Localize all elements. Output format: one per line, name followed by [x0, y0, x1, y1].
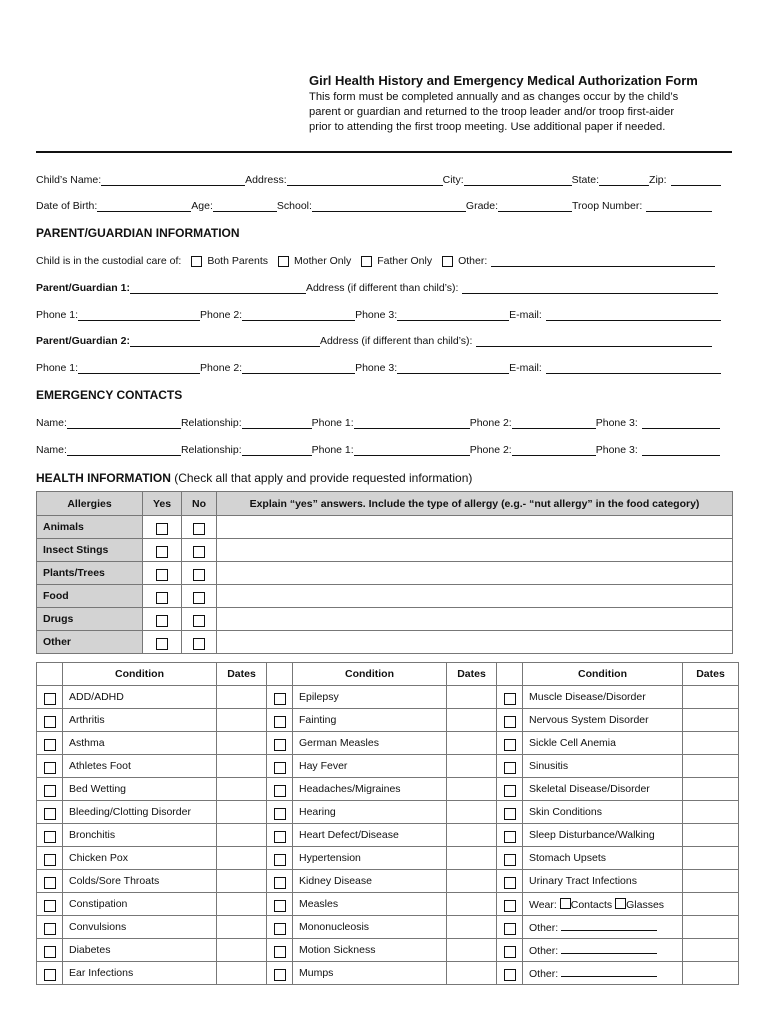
condition-dates-field[interactable] [447, 893, 497, 916]
glasses-checkbox[interactable] [615, 898, 626, 909]
emergency2-phone2-field[interactable] [512, 444, 596, 456]
emergency1-phone1-field[interactable] [354, 417, 470, 429]
condition-checkbox[interactable] [274, 808, 286, 820]
condition-dates-field[interactable] [217, 709, 267, 732]
parent1-name-field[interactable] [130, 282, 306, 294]
condition-label: ADD/ADHD [63, 686, 217, 709]
condition-label: Sleep Disturbance/Walking [523, 824, 683, 847]
allergy-no-checkbox[interactable] [193, 592, 205, 604]
allergy-row [37, 631, 733, 654]
condition-checkbox[interactable] [504, 785, 516, 797]
condition-checkbox[interactable] [44, 923, 56, 935]
condition-checkbox[interactable] [504, 877, 516, 889]
condition-label: Nervous System Disorder [523, 709, 683, 732]
condition-label: Hypertension [293, 847, 447, 870]
condition-dates-field[interactable] [447, 755, 497, 778]
parent2-address-field[interactable] [476, 335, 712, 347]
other-condition-field[interactable] [561, 920, 657, 931]
condition-row [37, 916, 739, 939]
condition-label: German Measles [293, 732, 447, 755]
condition-dates-field[interactable] [683, 755, 739, 778]
condition-dates-field[interactable] [683, 916, 739, 939]
condition-label: Urinary Tract Infections [523, 870, 683, 893]
condition-checkbox[interactable] [44, 808, 56, 820]
allergy-label: Food [37, 585, 143, 608]
parent2-phones-row: Phone 1: Phone 2: Phone 3: E-mail: [36, 360, 736, 374]
condition-label: Asthma [63, 732, 217, 755]
condition-label: Headaches/Migraines [293, 778, 447, 801]
child-info-row-2: Date of Birth: Age: School: Grade: Troop Number: [36, 198, 736, 212]
parent1-phone1-field[interactable] [78, 309, 200, 321]
parent1-phone3-field[interactable] [397, 309, 509, 321]
condition-checkbox[interactable] [504, 946, 516, 958]
condition-checkbox[interactable] [504, 693, 516, 705]
age-field[interactable] [213, 200, 277, 212]
condition-label: Fainting [293, 709, 447, 732]
condition-label: Skin Conditions [523, 801, 683, 824]
condition-checkbox[interactable] [504, 739, 516, 751]
condition-label: Sinusitis [523, 755, 683, 778]
parent1-address-field[interactable] [462, 282, 718, 294]
condition-label: Heart Defect/Disease [293, 824, 447, 847]
allergy-label: Drugs [37, 608, 143, 631]
child-state-field[interactable] [599, 174, 649, 186]
condition-checkbox[interactable] [44, 716, 56, 728]
condition-checkbox[interactable] [504, 831, 516, 843]
condition-dates-field[interactable] [447, 939, 497, 962]
allergy-yes-checkbox[interactable] [156, 592, 168, 604]
condition-column-header: Condition [293, 663, 447, 686]
condition-checkbox[interactable] [274, 739, 286, 751]
condition-dates-field[interactable] [217, 893, 267, 916]
condition-dates-field[interactable] [447, 709, 497, 732]
condition-checkbox[interactable] [274, 900, 286, 912]
allergy-table [36, 491, 733, 654]
other-condition-field[interactable] [561, 943, 657, 954]
allergy-explain-field[interactable] [217, 631, 733, 654]
allergy-label: Plants/Trees [37, 562, 143, 585]
emergency2-relationship-field[interactable] [242, 444, 312, 456]
explain-column-header: Explain “yes” answers. Include the type of allergy (e.g.- “nut allergy” in the food category) [217, 492, 733, 516]
wear-cell: Wear: Contacts Glasses [523, 893, 683, 916]
condition-label: Mumps [293, 962, 447, 985]
condition-checkbox[interactable] [504, 969, 516, 981]
allergy-explain-field[interactable] [217, 608, 733, 631]
condition-checkbox[interactable] [504, 923, 516, 935]
dates-column-header: Dates [683, 663, 739, 686]
allergy-yes-checkbox[interactable] [156, 546, 168, 558]
school-field[interactable] [312, 200, 466, 212]
condition-label: Athletes Foot [63, 755, 217, 778]
allergies-column-header: Allergies [37, 492, 143, 516]
condition-checkbox[interactable] [504, 762, 516, 774]
dob-field[interactable] [97, 200, 191, 212]
dates-column-header: Dates [447, 663, 497, 686]
condition-dates-field[interactable] [447, 824, 497, 847]
conditions-table [36, 662, 739, 985]
condition-dates-field[interactable] [683, 686, 739, 709]
child-address-field[interactable] [287, 174, 443, 186]
allergy-yes-checkbox[interactable] [156, 523, 168, 535]
condition-row [37, 962, 739, 985]
parent2-phone3-field[interactable] [397, 362, 509, 374]
condition-dates-field[interactable] [447, 732, 497, 755]
condition-label: Diabetes [63, 939, 217, 962]
allergy-no-checkbox[interactable] [193, 569, 205, 581]
condition-checkbox[interactable] [274, 969, 286, 981]
condition-checkbox[interactable] [274, 785, 286, 797]
emergency-contact-row-2: Name: Relationship: Phone 1: Phone 2: Phone 3: [36, 442, 736, 456]
condition-checkbox[interactable] [274, 946, 286, 958]
emergency1-phone3-field[interactable] [642, 417, 720, 429]
parent-section-heading: PARENT/GUARDIAN INFORMATION [36, 226, 240, 240]
other-condition-field[interactable] [561, 966, 657, 977]
condition-dates-field[interactable] [217, 824, 267, 847]
condition-dates-field[interactable] [447, 870, 497, 893]
condition-dates-field[interactable] [683, 939, 739, 962]
allergy-no-checkbox[interactable] [193, 638, 205, 650]
condition-column-header: Condition [63, 663, 217, 686]
condition-label: Hearing [293, 801, 447, 824]
condition-checkbox[interactable] [274, 854, 286, 866]
child-info-row-1: Child’s Name: Address: City: State: Zip: [36, 172, 736, 186]
allergy-label: Insect Stings [37, 539, 143, 562]
condition-row [37, 732, 739, 755]
condition-row [37, 778, 739, 801]
condition-dates-field[interactable] [447, 801, 497, 824]
father-only-checkbox[interactable] [361, 256, 372, 267]
parent2-row: Parent/Guardian 2: Address (if different than child’s): [36, 333, 736, 347]
condition-checkbox[interactable] [274, 877, 286, 889]
condition-dates-field[interactable] [683, 824, 739, 847]
allergy-label: Other [37, 631, 143, 654]
condition-label: Stomach Upsets [523, 847, 683, 870]
parent2-name-field[interactable] [130, 335, 320, 347]
condition-dates-field[interactable] [217, 916, 267, 939]
condition-dates-field[interactable] [447, 778, 497, 801]
allergy-row [37, 539, 733, 562]
emergency-section-heading: EMERGENCY CONTACTS [36, 388, 183, 402]
condition-checkbox[interactable] [274, 762, 286, 774]
condition-label: Arthritis [63, 709, 217, 732]
contacts-checkbox[interactable] [560, 898, 571, 909]
condition-row [37, 939, 739, 962]
condition-label: Epilepsy [293, 686, 447, 709]
condition-checkbox[interactable] [44, 762, 56, 774]
condition-checkbox[interactable] [44, 739, 56, 751]
condition-label: Bronchitis [63, 824, 217, 847]
allergy-row [37, 562, 733, 585]
allergy-no-checkbox[interactable] [193, 546, 205, 558]
other-condition-cell: Other: [523, 962, 683, 985]
condition-dates-field[interactable] [217, 732, 267, 755]
child-city-field[interactable] [464, 174, 572, 186]
condition-dates-field[interactable] [683, 732, 739, 755]
parent2-phone2-field[interactable] [242, 362, 355, 374]
condition-row [37, 824, 739, 847]
condition-label: Skeletal Disease/Disorder [523, 778, 683, 801]
condition-dates-field[interactable] [217, 686, 267, 709]
condition-label: Sickle Cell Anemia [523, 732, 683, 755]
condition-label: Colds/Sore Throats [63, 870, 217, 893]
condition-label: Convulsions [63, 916, 217, 939]
condition-checkbox[interactable] [44, 877, 56, 889]
condition-row [37, 709, 739, 732]
condition-dates-field[interactable] [447, 916, 497, 939]
parent2-email-field[interactable] [546, 362, 721, 374]
condition-dates-field[interactable] [683, 893, 739, 916]
form-header [309, 73, 739, 135]
yes-column-header: Yes [143, 492, 182, 516]
header-divider [36, 151, 732, 153]
condition-dates-field[interactable] [447, 686, 497, 709]
allergy-explain-field[interactable] [217, 539, 733, 562]
other-custody-field[interactable] [491, 255, 715, 267]
form-description: This form must be completed annually and as changes occur by the child’s parent or guardian and returned to the troop leader and/or troop first-aider prior to attending the first troop meeting. Use additional paper if needed. [309, 91, 679, 133]
condition-label: Ear Infections [63, 962, 217, 985]
condition-dates-field[interactable] [217, 962, 267, 985]
condition-dates-field[interactable] [447, 847, 497, 870]
condition-label: Measles [293, 893, 447, 916]
emergency2-phone1-field[interactable] [354, 444, 470, 456]
allergy-yes-checkbox[interactable] [156, 638, 168, 650]
condition-dates-field[interactable] [683, 870, 739, 893]
allergy-explain-field[interactable] [217, 562, 733, 585]
form-title: Girl Health History and Emergency Medical Authorization Form [309, 73, 698, 88]
parent1-phone2-field[interactable] [242, 309, 355, 321]
condition-dates-field[interactable] [683, 962, 739, 985]
condition-dates-field[interactable] [217, 870, 267, 893]
condition-dates-field[interactable] [217, 847, 267, 870]
allergy-yes-checkbox[interactable] [156, 615, 168, 627]
condition-label: Kidney Disease [293, 870, 447, 893]
condition-checkbox[interactable] [274, 716, 286, 728]
emergency1-name-field[interactable] [67, 417, 181, 429]
allergy-row [37, 608, 733, 631]
troop-number-field[interactable] [646, 200, 712, 212]
condition-dates-field[interactable] [447, 962, 497, 985]
condition-checkbox[interactable] [44, 854, 56, 866]
condition-label: Constipation [63, 893, 217, 916]
parent1-row: Parent/Guardian 1: Address (if different than child’s): [36, 280, 736, 294]
allergy-explain-field[interactable] [217, 516, 733, 539]
parent1-email-field[interactable] [546, 309, 721, 321]
emergency1-phone2-field[interactable] [512, 417, 596, 429]
condition-row [37, 847, 739, 870]
condition-dates-field[interactable] [217, 801, 267, 824]
conditions-header-row [37, 663, 739, 686]
condition-label: Hay Fever [293, 755, 447, 778]
condition-row [37, 755, 739, 778]
other-condition-cell: Other: [523, 939, 683, 962]
condition-checkbox[interactable] [274, 923, 286, 935]
condition-dates-field[interactable] [683, 801, 739, 824]
condition-dates-field[interactable] [217, 778, 267, 801]
allergy-row [37, 516, 733, 539]
emergency2-name-field[interactable] [67, 444, 181, 456]
allergy-explain-field[interactable] [217, 585, 733, 608]
mother-only-checkbox[interactable] [278, 256, 289, 267]
condition-label: Mononucleosis [293, 916, 447, 939]
condition-checkbox[interactable] [504, 716, 516, 728]
emergency-contact-row-1: Name: Relationship: Phone 1: Phone 2: Phone 3: [36, 415, 736, 429]
allergy-no-checkbox[interactable] [193, 523, 205, 535]
parent2-phone1-field[interactable] [78, 362, 200, 374]
child-name-field[interactable] [101, 174, 245, 186]
custodial-row: Child is in the custodial care of: Both Parents Mother Only Father Only Other: [36, 253, 736, 267]
condition-dates-field[interactable] [217, 755, 267, 778]
condition-row [37, 870, 739, 893]
allergy-row [37, 585, 733, 608]
condition-checkbox[interactable] [504, 808, 516, 820]
condition-label: Motion Sickness [293, 939, 447, 962]
dates-column-header: Dates [217, 663, 267, 686]
condition-row [37, 801, 739, 824]
condition-label: Bed Wetting [63, 778, 217, 801]
condition-checkbox[interactable] [274, 831, 286, 843]
condition-dates-field[interactable] [683, 709, 739, 732]
condition-label: Chicken Pox [63, 847, 217, 870]
allergy-yes-checkbox[interactable] [156, 569, 168, 581]
allergy-no-checkbox[interactable] [193, 615, 205, 627]
condition-checkbox[interactable] [44, 693, 56, 705]
allergy-label: Animals [37, 516, 143, 539]
other-condition-cell: Other: [523, 916, 683, 939]
condition-row [37, 893, 739, 916]
other-custody-checkbox[interactable] [442, 256, 453, 267]
condition-checkbox[interactable] [504, 854, 516, 866]
condition-row [37, 686, 739, 709]
condition-checkbox[interactable] [44, 785, 56, 797]
allergy-header-row [37, 492, 733, 516]
both-parents-checkbox[interactable] [191, 256, 202, 267]
health-section-heading: HEALTH INFORMATION (Check all that apply and provide requested information) [36, 471, 473, 485]
emergency2-phone3-field[interactable] [642, 444, 720, 456]
condition-dates-field[interactable] [683, 778, 739, 801]
condition-checkbox[interactable] [44, 900, 56, 912]
parent1-phones-row: Phone 1: Phone 2: Phone 3: E-mail: [36, 307, 736, 321]
condition-label: Bleeding/Clotting Disorder [63, 801, 217, 824]
condition-checkbox[interactable] [44, 969, 56, 981]
emergency1-relationship-field[interactable] [242, 417, 312, 429]
condition-checkbox[interactable] [44, 831, 56, 843]
condition-checkbox[interactable] [44, 946, 56, 958]
condition-dates-field[interactable] [683, 847, 739, 870]
condition-column-header: Condition [523, 663, 683, 686]
grade-field[interactable] [498, 200, 572, 212]
condition-label: Muscle Disease/Disorder [523, 686, 683, 709]
condition-checkbox[interactable] [274, 693, 286, 705]
condition-checkbox[interactable] [504, 900, 516, 912]
child-zip-field[interactable] [671, 174, 721, 186]
condition-dates-field[interactable] [217, 939, 267, 962]
no-column-header: No [182, 492, 217, 516]
